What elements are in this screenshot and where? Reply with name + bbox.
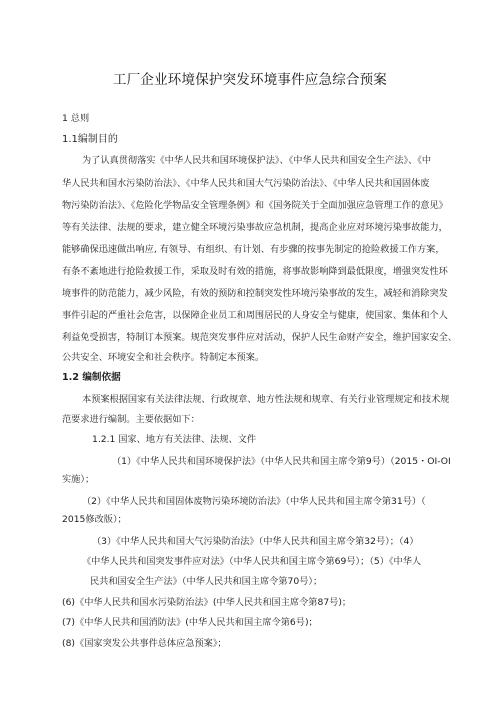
section-heading-purpose: 1.1编制目的	[62, 134, 118, 145]
law-item-line: 2015修改版）；	[62, 514, 127, 525]
paragraph-line: 等有关法律、法规的要求，建立健全环境污染事故应急机制，提高企业应对环境污染事故能力，	[62, 222, 448, 233]
section-heading-basis: 1.2 编制依据	[62, 372, 121, 383]
section-heading-laws: 1.2.1 国家、地方有关法律、法规、文件	[92, 434, 257, 445]
paragraph-line: 有条不紊地进行抢险救援工作，采取及时有效的措施，将事故影响降到最低限度，增强突发性环	[62, 266, 448, 277]
law-item-line: 《中华人民共和国突发事件应对法》（中华人民共和国主席令第69号）；（5）《中华人	[82, 556, 422, 567]
paragraph-line: 本预案根据国家有关法律法规、行政规章、地方性法规和规章、有关行业管理规定和技术规	[82, 394, 450, 405]
law-item-line: 民共和国安全生产法》（中华人民共和国主席令第70号）；	[90, 576, 323, 587]
paragraph-line: 物污染防治法》、《危险化学物品安全管理条例》和《国务院关于全面加强应急管理工作的意见》	[62, 200, 448, 211]
law-item-line: (7)《中华人民共和国消防法》(中华人民共和国主席令第6号)；	[62, 617, 318, 628]
law-item-line: (8)《国家突发公共事件总体应急预案》；	[62, 638, 227, 649]
law-item-line: （2）《中华人民共和国固体废物污染环境防治法》（中华人民共和国主席令第31号）（	[82, 496, 426, 507]
paragraph-line: 事件引起的严重社会危害，以保障企业员工和周围居民的人身安全与健康，使国家、集体和个人	[62, 310, 448, 321]
law-item-line: （3）《中华人民共和国大气污染防治法》（中华人民共和国主席令第32号）；（4）	[92, 536, 419, 547]
paragraph-line: 利益免受损害，特制订本预案。规范突发事件应对活动，保护人民生命财产安全，维护国家安全、	[62, 332, 458, 343]
paragraph-line: 为了认真贯彻落实《中华人民共和国环境保护法》、《中华人民共和国安全生产法》、《中	[82, 155, 432, 166]
paragraph-line: 范要求进行编制。主要依据如下：	[62, 414, 200, 425]
paragraph-line: 华人民共和国水污染防治法》、《中华人民共和国大气污染防治法》、《中华人民共和国固体废	[62, 178, 430, 189]
paragraph-line: 公共安全、环境安全和社会秩序。特制定本预案。	[62, 352, 265, 363]
law-item-line: 实施）；	[62, 474, 95, 485]
law-item-line: （1）《中华人民共和国环境保护法》（中华人民共和国主席令第9号）（2015・OI-OI	[112, 456, 451, 467]
document-title: 工厂企业环境保护突发环境事件应急综合预案	[113, 72, 387, 88]
law-item-line: (6)《中华人民共和国水污染防治法》(中华人民共和国主席令第87号)；	[62, 597, 352, 608]
paragraph-line: 能够确保迅速做出响应, 有领导、有组织、有计划、有步骤的按事先制定的抢险救援工作方案，	[62, 244, 445, 255]
section-heading-general: 1 总则	[62, 113, 90, 124]
paragraph-line: 境事件的防范能力，减少风险，有效的预防和控制突发性环境污染事故的发生，减轻和消除突发	[62, 288, 448, 299]
